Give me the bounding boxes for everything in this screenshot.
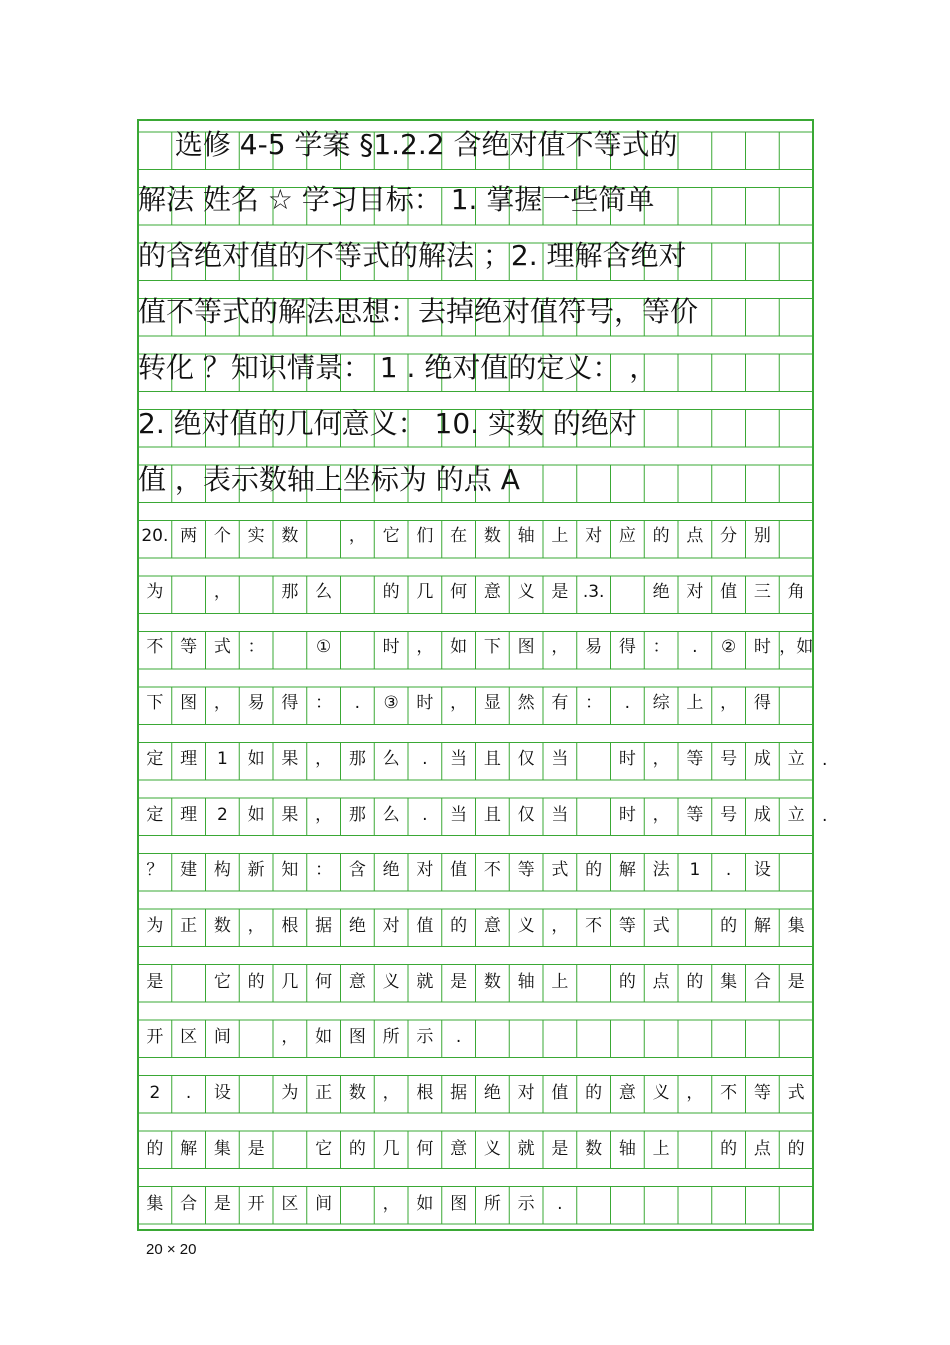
grid-cell: 正 [180, 916, 198, 936]
grid-cell: 们 [416, 526, 434, 546]
grid-cell: 式 [551, 860, 569, 880]
grid-cell: 显 [483, 693, 501, 713]
grid-cell: 等 [517, 860, 535, 880]
grid-cell: ， [652, 749, 670, 769]
grid-cell: ： [247, 637, 265, 657]
grid-cell: 知 [281, 860, 299, 880]
grid-cell: 下 [146, 693, 164, 713]
grid-cell: 为 [281, 1083, 299, 1103]
trailing-dot-1: . [822, 750, 828, 770]
grid-cell: 就 [517, 1139, 535, 1159]
grid-cell: 得 [618, 637, 636, 657]
grid-cell: ， [213, 582, 231, 602]
grid-cell: 的 [618, 972, 636, 992]
grid-cell: 是 [213, 1194, 231, 1214]
grid-cell: . [624, 693, 631, 713]
text-line-5 [138, 734, 813, 784]
grid-cell: . [557, 1194, 563, 1214]
grid-cell: 解 [180, 1139, 198, 1159]
grid-cell: ， [382, 1194, 400, 1214]
grid-cell: 解 [618, 860, 636, 880]
text-line-2 [138, 567, 813, 617]
grid-cell: 如 [315, 1027, 333, 1047]
text-line-7 [138, 845, 813, 895]
grid-cell: 时 [416, 693, 434, 713]
grid-cell: ， [247, 916, 265, 936]
grid-cell: 那 [281, 582, 299, 602]
grid-cell: 几 [416, 582, 434, 602]
grid-cell: 的 [585, 860, 603, 880]
grid-cell: 综 [652, 693, 670, 713]
grid-cell: 值 [720, 582, 738, 602]
grid-cell: 的 [348, 1139, 366, 1159]
heading-line-7: 值 ，表示数轴上坐标为 的点 A [138, 463, 520, 496]
grid-cell: 所 [382, 1027, 400, 1047]
grid-cell: 式 [213, 637, 231, 657]
heading-line-1: 选修 4-5 学案 §1.2.2 含绝对值不等式的 [138, 128, 678, 161]
grid-cell: 开 [146, 1027, 164, 1047]
grid-cell: 么 [315, 582, 333, 602]
grid-cell: 的 [720, 1139, 738, 1159]
grid-cell: 意 [483, 916, 501, 936]
grid-cell: 意 [450, 1139, 468, 1159]
grid-cell: 分 [720, 526, 738, 546]
text-line-6 [138, 790, 813, 840]
grid-cell: ： [652, 637, 670, 657]
grid-cell: 间 [315, 1194, 333, 1214]
grid-cell: 当 [450, 749, 468, 769]
grid-cell: 是 [247, 1139, 265, 1159]
grid-cell: 20. [141, 526, 169, 546]
grid-cell: 集 [720, 972, 738, 992]
grid-cell: 1 [689, 860, 701, 880]
grid-cell: 义 [652, 1083, 670, 1103]
grid-cell: ， [652, 805, 670, 825]
grid-cell: 仅 [517, 805, 535, 825]
grid-cell: 根 [281, 916, 299, 936]
grid-cell: 对 [416, 860, 434, 880]
grid-cell: 数 [348, 1083, 366, 1103]
grid-cell: 设 [213, 1083, 231, 1103]
grid-cell: 当 [551, 749, 569, 769]
grid-cell: ， [686, 1083, 704, 1103]
grid-cell: ， [416, 637, 434, 657]
grid-cell: 时 [618, 749, 636, 769]
grid-cell: 的 [450, 916, 468, 936]
grid-cell: 理 [180, 749, 198, 769]
grid-cell: 得 [281, 693, 299, 713]
grid-cell: 不 [483, 860, 501, 880]
grid-cell: 易 [585, 637, 603, 657]
text-line-12 [138, 1124, 813, 1174]
grid-cell: 等 [686, 805, 704, 825]
grid-cell: 立 [787, 749, 805, 769]
grid-cell: 值 [416, 916, 434, 936]
grid-cell: 义 [517, 582, 535, 602]
grid-cell: 的 [720, 916, 738, 936]
grid-cell: 数 [213, 916, 231, 936]
grid-cell: 根 [416, 1083, 434, 1103]
grid-cell: 时 [618, 805, 636, 825]
grid-cell: 式 [652, 916, 670, 936]
grid-cell: 立 [787, 805, 805, 825]
grid-cell: . [422, 805, 428, 825]
grid-cell: ， [213, 693, 231, 713]
grid-cell: 值 [551, 1083, 569, 1103]
grid-cell: 如 [247, 805, 265, 825]
grid-cell: ？ [146, 860, 164, 880]
grid-cell: .3. [582, 582, 605, 602]
grid-cell: 几 [382, 1139, 400, 1159]
grid-cell: 等 [180, 637, 198, 657]
grid-cell: 含 [348, 860, 366, 880]
grid-cell: 上 [551, 526, 569, 546]
grid-cell: 当 [551, 805, 569, 825]
grid-cell: 那 [348, 805, 366, 825]
text-line-11 [138, 1068, 813, 1118]
grid-cell: 集 [146, 1194, 164, 1214]
grid-cell: 是 [450, 972, 468, 992]
grid-cell: ： [585, 693, 603, 713]
grid-cell: 新 [247, 860, 265, 880]
grid-cell: 设 [753, 860, 771, 880]
grid-cell: 下 [483, 637, 501, 657]
grid-cell: 意 [483, 582, 501, 602]
grid-cell: 等 [753, 1083, 771, 1103]
grid-cell: 为 [146, 582, 164, 602]
grid-cell: 开 [247, 1194, 265, 1214]
grid-cell: 的 [686, 972, 704, 992]
grid-cell: 绝 [348, 916, 366, 936]
grid-cell: 当 [450, 805, 468, 825]
grid-cell: 成 [753, 805, 771, 825]
grid-cell: 合 [180, 1194, 198, 1214]
grid-cell: 何 [450, 582, 468, 602]
grid-cell: 别 [753, 526, 771, 546]
grid-cell: 数 [585, 1139, 603, 1159]
grid-cell: 构 [213, 860, 231, 880]
grid-cell: 据 [315, 916, 333, 936]
grid-cell: 号 [720, 805, 738, 825]
grid-cell: 2 [216, 805, 228, 825]
grid-cell: 绝 [483, 1083, 501, 1103]
grid-cell: 式 [787, 1083, 805, 1103]
grid-cell: 如 [247, 749, 265, 769]
grid-cell: 数 [483, 972, 501, 992]
grid-cell: 区 [281, 1194, 299, 1214]
grid-cell: ， [551, 637, 569, 657]
grid-cell: 个 [213, 526, 231, 546]
grid-cell: 么 [382, 805, 400, 825]
grid-cell: 它 [213, 972, 231, 992]
grid-cell: 义 [483, 1139, 501, 1159]
grid-cell: 然 [517, 693, 535, 713]
heading-line-3: 的含绝对值的不等式的解法 ；2. 理解含绝对 [138, 239, 687, 272]
grid-cell: 角 [787, 582, 805, 602]
grid-cell: 上 [652, 1139, 670, 1159]
grid-cell: 对 [382, 916, 400, 936]
grid-cell: 上 [686, 693, 704, 713]
grid-cell: ， [315, 749, 333, 769]
grid-cell: 两 [180, 526, 198, 546]
text-line-10 [138, 1012, 813, 1062]
grid-cell: 是 [787, 972, 805, 992]
grid-cell: 的 [382, 582, 400, 602]
grid-cell: 的 [652, 526, 670, 546]
text-line-1 [138, 511, 813, 561]
grid-cell: 为 [146, 916, 164, 936]
grid-cell: 1 [216, 749, 228, 769]
grid-cell: 如 [450, 637, 468, 657]
grid-cell: 不 [146, 637, 164, 657]
grid-cell: 的 [787, 1139, 805, 1159]
grid-cell: 在 [450, 526, 468, 546]
grid-cell: 时 [753, 637, 771, 657]
grid-cell: 点 [753, 1139, 771, 1159]
grid-cell: 不 [720, 1083, 738, 1103]
grid-cell: 应 [618, 526, 636, 546]
grid-cell: 的 [146, 1139, 164, 1159]
grid-cell: . [455, 1027, 462, 1047]
grid-cell: 法 [652, 860, 670, 880]
grid-cell: 那 [348, 749, 366, 769]
grid-cell: 点 [652, 972, 670, 992]
grid-cell: 建 [180, 860, 198, 880]
grid-cell: 号 [720, 749, 738, 769]
grid-cell: 间 [213, 1027, 231, 1047]
grid-cell: 示 [517, 1194, 535, 1214]
heading-line-5: 转化 ？知识情景： 1 . 绝对值的定义： ， [138, 351, 658, 384]
grid-cell: 定 [146, 749, 164, 769]
grid-cell: 何 [416, 1139, 434, 1159]
grid-cell: 意 [348, 972, 366, 992]
grid-cell: 对 [585, 526, 603, 546]
grid-cell: 点 [686, 526, 704, 546]
grid-cell: 且 [483, 805, 501, 825]
grid-cell: 的 [585, 1083, 603, 1103]
grid-cell: 意 [618, 1083, 636, 1103]
grid-cell: . [422, 749, 428, 769]
grid-cell: 是 [551, 582, 569, 602]
grid-cell: 据 [450, 1083, 468, 1103]
text-line-4 [138, 678, 813, 728]
grid-cell: 轴 [517, 526, 535, 546]
text-line-9 [138, 957, 813, 1007]
grid-cell: 时 [382, 637, 400, 657]
grid-cell: ， [450, 693, 468, 713]
grid-cell: 等 [686, 749, 704, 769]
grid-cell: 合 [753, 972, 771, 992]
grid-cell: 图 [180, 693, 198, 713]
grid-cell: . [725, 860, 732, 880]
grid-cell: ： [315, 860, 333, 880]
grid-cell: 有 [551, 693, 569, 713]
grid-cell: ③ [383, 693, 399, 713]
grid-cell: 是 [146, 972, 164, 992]
grid-cell: ② [721, 637, 737, 657]
grid-cell: 图 [450, 1194, 468, 1214]
grid-cell: 2 [149, 1083, 161, 1103]
grid-cell: ， [281, 1027, 299, 1047]
grid-cell: 易 [247, 693, 265, 713]
grid-cell: 集 [213, 1139, 231, 1159]
grid-cell: 实 [247, 526, 265, 546]
grid-cell: . [692, 637, 698, 657]
grid-cell: 果 [281, 749, 299, 769]
grid-cell: 就 [416, 972, 434, 992]
grid-cell: ，如 [779, 637, 813, 657]
grid-cell: 轴 [618, 1139, 636, 1159]
grid-cell: 它 [382, 526, 400, 546]
grid-cell: 的 [247, 972, 265, 992]
grid-cell: 是 [551, 1139, 569, 1159]
grid-cell: 正 [315, 1083, 333, 1103]
grid-cell: 不 [585, 916, 603, 936]
grid-cell: 解 [753, 916, 771, 936]
grid-cell: 如 [416, 1194, 434, 1214]
text-line-8 [138, 901, 813, 951]
grid-cell: 轴 [517, 972, 535, 992]
grid-cell: 绝 [652, 582, 670, 602]
grid-cell: 图 [348, 1027, 366, 1047]
grid-cell: 义 [382, 972, 400, 992]
grid-cell: 集 [787, 916, 805, 936]
text-line-3 [138, 622, 813, 672]
trailing-dot-2: . [822, 806, 828, 826]
grid-cell: 么 [382, 749, 400, 769]
grid-cell: 定 [146, 805, 164, 825]
grid-cell: . [354, 693, 361, 713]
grid-cell: 数 [483, 526, 501, 546]
grid-cell: 图 [517, 637, 535, 657]
grid-cell: 所 [483, 1194, 501, 1214]
grid-cell: 对 [686, 582, 704, 602]
grid-cell: 上 [551, 972, 569, 992]
grid-cell: 何 [315, 972, 333, 992]
grid-cell: 果 [281, 805, 299, 825]
grid-cell: ： [315, 693, 333, 713]
grid-cell: ， [551, 916, 569, 936]
grid-cell: 且 [483, 749, 501, 769]
text-line-13 [138, 1179, 813, 1229]
grid-cell: 绝 [382, 860, 400, 880]
heading-line-6: 2. 绝对值的几何意义： 10. 实数 的绝对 [138, 407, 637, 440]
grid-cell: 几 [281, 972, 299, 992]
heading-line-4: 值不等式的解法思想：去掉绝对值符号，等价 [138, 295, 699, 328]
grid-cell: ， [315, 805, 333, 825]
grid-cell: 示 [416, 1027, 434, 1047]
grid-cell: . [185, 1083, 192, 1103]
grid-cell: ① [316, 637, 332, 657]
grid-cell: 等 [618, 916, 636, 936]
grid-cell: 对 [517, 1083, 535, 1103]
grid-cell: ， [382, 1083, 400, 1103]
grid-cell: 义 [517, 916, 535, 936]
grid-cell: ， [720, 693, 738, 713]
grid-cell: 理 [180, 805, 198, 825]
grid-cell: 得 [753, 693, 771, 713]
grid-cell: ， [348, 526, 366, 546]
grid-cell: 成 [753, 749, 771, 769]
heading-line-2: 解法 姓名 ☆ 学习目标： 1. 掌握一些简单 [138, 183, 655, 216]
grid-cell: 它 [315, 1139, 333, 1159]
grid-cell: 数 [281, 526, 299, 546]
grid-cell: 区 [180, 1027, 198, 1047]
grid-cell: 三 [753, 582, 771, 602]
grid-cell: 仅 [517, 749, 535, 769]
grid-size-label: 20 × 20 [146, 1241, 197, 1258]
grid-cell: 值 [450, 860, 468, 880]
